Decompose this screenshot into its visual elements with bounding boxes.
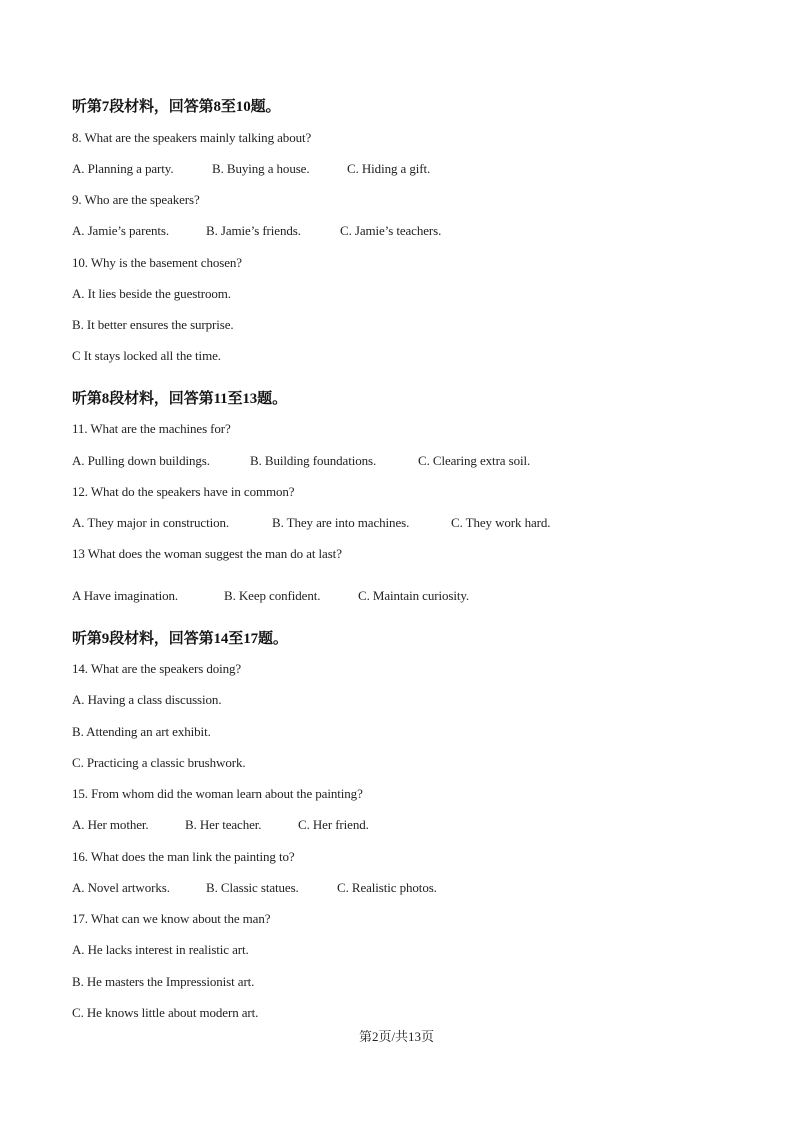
option-b: B. He masters the Impressionist art. xyxy=(72,974,255,989)
question-text: 13 What does the woman suggest the man do at last? xyxy=(72,546,342,561)
option-c: C. Realistic photos. xyxy=(337,880,437,895)
option-row xyxy=(72,223,441,239)
page-number: 第2页/共13页 xyxy=(358,1029,435,1044)
option-a: A. Jamie’s parents. xyxy=(72,223,170,238)
option-b: B. They are into machines. xyxy=(272,515,410,530)
option-row xyxy=(72,453,530,469)
option-c: C. Her friend. xyxy=(298,817,369,832)
option-c: C. Maintain curiosity. xyxy=(358,588,470,603)
option-c: C. Hiding a gift. xyxy=(347,161,431,176)
option-c: C. Practicing a classic brushwork. xyxy=(72,755,246,770)
option-c: C. Clearing extra soil. xyxy=(418,453,531,468)
section-heading: 听第7段材料，回答第8至10题。 xyxy=(72,99,281,115)
option-a: A. Planning a party. xyxy=(72,161,174,176)
question-text: 10. Why is the basement chosen? xyxy=(72,255,242,270)
section-heading: 听第9段材料，回答第14至17题。 xyxy=(72,631,288,647)
option-row xyxy=(72,515,550,531)
option-c: C. Jamie’s teachers. xyxy=(340,223,442,238)
option-b: B. Classic statues. xyxy=(206,880,299,895)
option-c: C. They work hard. xyxy=(451,515,551,530)
section-heading: 听第8段材料，回答第11至13题。 xyxy=(72,391,287,407)
option-a: A. They major in construction. xyxy=(72,515,230,530)
option-c: C. He knows little about modern art. xyxy=(72,1005,259,1020)
option-b: B. Attending an art exhibit. xyxy=(72,724,211,739)
option-a: A Have imagination. xyxy=(72,588,179,603)
option-a: A. Pulling down buildings. xyxy=(72,453,210,468)
question-text: 15. From whom did the woman learn about the painting? xyxy=(72,786,363,801)
question-text: 14. What are the speakers doing? xyxy=(72,661,242,676)
option-row xyxy=(72,588,469,604)
question-text: 12. What do the speakers have in common? xyxy=(72,484,295,499)
option-a: A. He lacks interest in realistic art. xyxy=(72,942,249,957)
option-a: A. Having a class discussion. xyxy=(72,692,222,707)
option-c: C It stays locked all the time. xyxy=(72,348,221,363)
option-b: B. Buying a house. xyxy=(212,161,310,176)
option-a: A. Her mother. xyxy=(72,817,149,832)
question-text: 11. What are the machines for? xyxy=(72,421,231,436)
option-b: B. Jamie’s friends. xyxy=(206,223,301,238)
option-a: A. Novel artworks. xyxy=(72,880,170,895)
question-text: 9. Who are the speakers? xyxy=(72,192,200,207)
option-a: A. It lies beside the guestroom. xyxy=(72,286,231,301)
option-b: B. It better ensures the surprise. xyxy=(72,317,234,332)
option-b: B. Her teacher. xyxy=(185,817,262,832)
question-text: 8. What are the speakers mainly talking about? xyxy=(72,130,312,145)
option-b: B. Building foundations. xyxy=(250,453,377,468)
question-text: 16. What does the man link the painting to? xyxy=(72,849,295,864)
option-row xyxy=(72,817,369,833)
option-row xyxy=(72,880,437,896)
option-b: B. Keep confident. xyxy=(224,588,321,603)
question-text: 17. What can we know about the man? xyxy=(72,911,271,926)
option-row xyxy=(72,161,430,177)
